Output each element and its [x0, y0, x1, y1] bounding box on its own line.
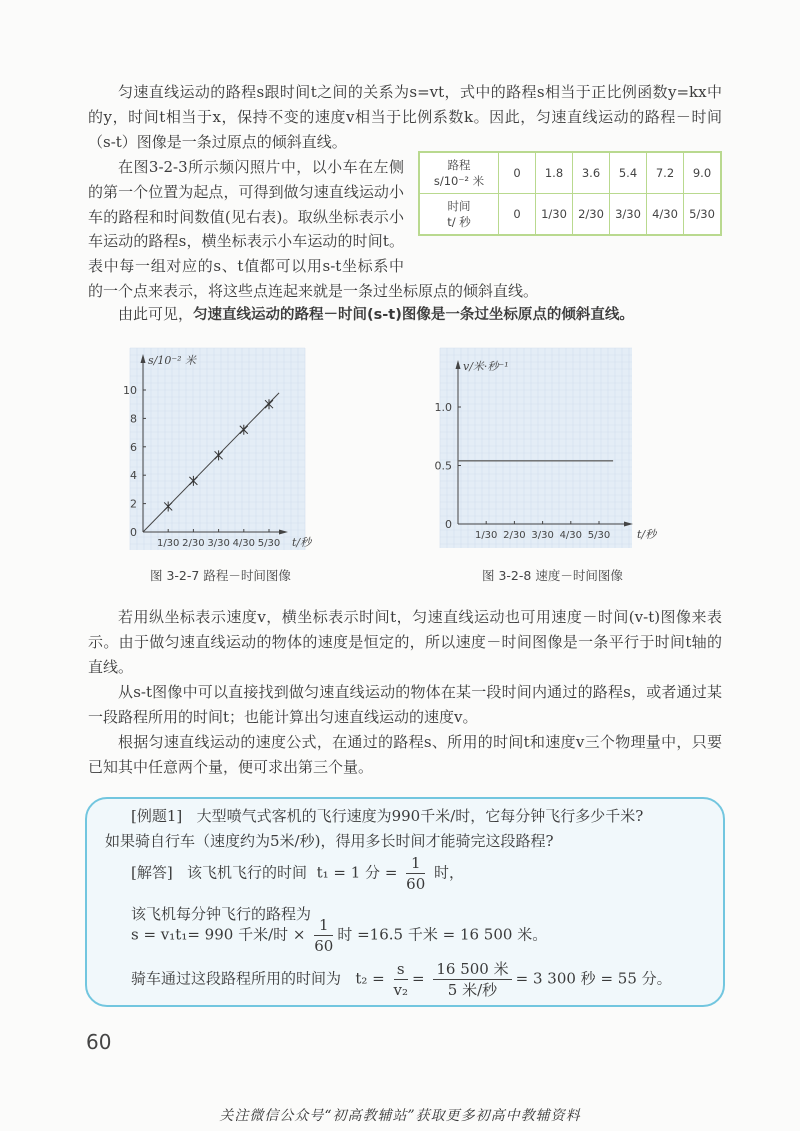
x-tick-label: 3/30: [531, 530, 554, 541]
x-tick-label: 1/30: [156, 538, 180, 549]
denominator: v₂: [393, 981, 408, 999]
answer-line2: 该飞机每分钟飞行的路程为: [131, 905, 312, 923]
fraction: [406, 853, 425, 894]
table-cell: 1.8: [536, 152, 573, 194]
fraction: [433, 959, 511, 1000]
y-tick-label: 8: [130, 412, 137, 426]
distance-time-table: [418, 151, 722, 236]
table-header-time: [419, 194, 499, 236]
y-axis-label: v/米·秒⁻¹: [463, 360, 509, 373]
example-label: [例题1]: [131, 807, 183, 825]
chart-background: [130, 348, 305, 550]
header-text: 时间: [447, 199, 471, 213]
velocity-time-chart: [410, 340, 670, 560]
x-tick-label: 3/30: [207, 538, 230, 549]
answer-text: 该飞机飞行的时间: [187, 863, 308, 882]
example-question-line1: [131, 805, 643, 826]
x-axis-label: t/秒: [637, 528, 657, 541]
figure-caption-3-2-8: 图 3-2-8 速度－时间图像: [482, 568, 623, 583]
denominator: 5 米/秒: [447, 981, 498, 999]
y-tick-label: 0.5: [434, 459, 452, 473]
x-tick-label: 2/30: [182, 538, 205, 549]
formula: t₂ =: [355, 969, 385, 988]
paragraph-three-quantities: 根据匀速直线运动的速度公式，在通过的路程s、所用的时间t和速度v三个物理量中，只要已知其中任意两个量，便可求出第三个量。: [88, 733, 722, 776]
fraction: [314, 915, 333, 956]
numerator: 1: [314, 915, 333, 936]
table-row-time: [419, 194, 721, 236]
paragraph-st-usage: 从s-t图像中可以直接找到做匀速直线运动的物体在某一段时间内通过的路程s，或者通过某一段路程所用的时间t；也能计算出匀速直线运动的速度v。: [88, 683, 722, 726]
answer-label: [解答]: [131, 863, 173, 882]
table-cell: 3.6: [573, 152, 610, 194]
conclusion-bold: 匀速直线运动的路程－时间(s-t)图像是一条过坐标原点的倾斜直线。: [193, 307, 634, 323]
x-tick-label: 4/30: [232, 538, 256, 549]
formula: t₁ = 1 分 =: [316, 863, 398, 882]
y-tick-label: 6: [130, 440, 137, 454]
x-axis-label: t/秒: [292, 536, 312, 549]
answer-line1: [131, 853, 464, 894]
paragraph-text: 在图3-2-3所示频闪照片中，以小车在左侧的第一个位置为起点，可得到做匀速直线运动小车的路程和时间数值(见右表)。取纵坐标表示小车运动的路程s，横坐标表示小车运动的时间t。表中每一组对应的s、t值都可以用s-t坐标系中的一个点来表示，将这些点连起来就是一条过坐标原点的倾斜直线。: [88, 158, 539, 300]
paragraph-vt-graph: 若用纵坐标表示速度v，横坐标表示时间t，匀速直线运动也可用速度－时间(v-t)图像来表示。由于做匀速直线运动的物体的速度是恒定的，所以速度－时间图像是一条平行于时间t轴的直线。: [88, 608, 722, 676]
table-cell: 3/30: [610, 194, 647, 236]
header-text: 路程: [447, 158, 471, 172]
formula-rest: 时 =16.5 千米 = 16 500 米。: [337, 925, 548, 944]
x-tick-label: 5/30: [587, 530, 611, 541]
table-header-distance: [419, 152, 499, 194]
paragraph-st-relation: 匀速直线运动的路程s跟时间t之间的关系为s=vt，式中的路程s相当于正比例函数y=kx中的y，时间t相当于x，保持不变的速度v相当于比例系数k。因此，匀速直线运动的路程－时间（s-t）图像是一条过原点的倾斜直线。: [88, 83, 722, 151]
equals: =: [412, 969, 425, 988]
denominator: 60: [406, 875, 426, 893]
chart-background: [440, 348, 632, 548]
y-tick-label: 4: [130, 469, 137, 483]
table-cell: 9.0: [684, 152, 722, 194]
question-text: 大型喷气式客机的飞行速度为990千米/时，它每分钟飞行多少千米?: [196, 807, 644, 825]
y-tick-label: 2: [130, 497, 137, 511]
answer-text: 骑车通过这段路程所用的时间为: [131, 969, 342, 988]
y-tick-label: 1.0: [434, 401, 452, 414]
example-box: [85, 797, 725, 1007]
table-cell: 4/30: [647, 194, 684, 236]
table-row-distance: [419, 152, 721, 194]
conclusion-lead: 由此可见，: [118, 305, 194, 323]
table-cell: 5/30: [684, 194, 722, 236]
formula: s = v₁t₁= 990 千米/时 ×: [131, 925, 306, 944]
y-axis-label: s/10⁻² 米: [148, 354, 197, 367]
footer-note: 关注微信公众号“初高教辅站”获取更多初高中教辅资料: [219, 1108, 581, 1124]
distance-time-chart: [100, 340, 320, 560]
answer-line4: [131, 959, 672, 1000]
y-tick-label: 10: [123, 384, 137, 397]
header-unit: s/10⁻² 米: [433, 174, 485, 188]
table-cell: 7.2: [647, 152, 684, 194]
y-tick-label: 0: [445, 518, 452, 531]
header-unit: t/ 秒: [447, 215, 471, 229]
page-number: 60: [86, 1030, 112, 1054]
paragraph-conclusion: [88, 302, 722, 328]
x-tick-label: 4/30: [559, 530, 583, 541]
table-cell: 0: [499, 194, 536, 236]
formula-rest: = 3 300 秒 = 55 分。: [515, 969, 672, 988]
paragraph-table-intro: [88, 155, 722, 304]
x-tick-label: 5/30: [257, 538, 281, 549]
numerator: 1: [406, 853, 425, 874]
example-question-line2: 如果骑自行车（速度约为5米/秒)，得用多长时间才能骑完这段路程?: [105, 832, 554, 850]
table-cell: 5.4: [610, 152, 647, 194]
numerator: 16 500 米: [433, 959, 511, 980]
table-cell: 0: [499, 152, 536, 194]
fraction: [394, 959, 409, 1000]
figure-caption-3-2-7: 图 3-2-7 路程－时间图像: [150, 568, 291, 583]
x-tick-label: 1/30: [474, 530, 498, 541]
denominator: 60: [314, 937, 334, 955]
table-cell: 2/30: [573, 194, 610, 236]
x-tick-label: 2/30: [503, 530, 526, 541]
unit: 时，: [434, 863, 465, 882]
table-cell: 1/30: [536, 194, 573, 236]
numerator: s: [394, 959, 409, 980]
y-tick-label: 0: [130, 526, 137, 539]
answer-line3: [131, 915, 547, 956]
